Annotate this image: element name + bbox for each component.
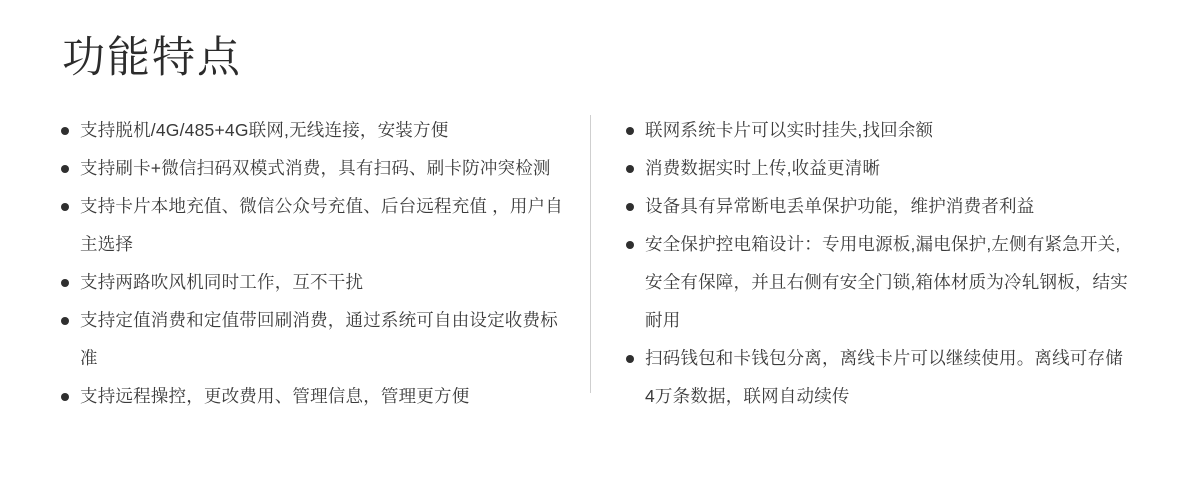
list-item [625, 111, 1131, 149]
list-item [60, 377, 564, 415]
feature-columns [60, 111, 1140, 415]
feature-text: 支持脱机/4G/485+4G联网,无线连接，安装方便 [80, 120, 449, 141]
feature-text: 设备具有异常断电丢单保护功能，维护消费者利益 [645, 196, 1035, 217]
list-item [625, 339, 1131, 415]
list-item [625, 187, 1131, 225]
feature-text: 支持远程操控，更改费用、管理信息，管理更方便 [80, 386, 470, 407]
list-item [60, 187, 564, 263]
feature-text: 联网系统卡片可以实时挂失,找回余额 [645, 120, 934, 141]
list-item [625, 225, 1131, 339]
list-item [60, 149, 564, 187]
feature-text: 消费数据实时上传,收益更清晰 [645, 158, 881, 179]
right-feature-list [625, 111, 1131, 415]
list-item [60, 263, 564, 301]
page-title: 功能特点 [62, 34, 242, 82]
left-feature-list [60, 111, 564, 415]
left-feature-column [60, 111, 590, 415]
feature-text: 支持刷卡+微信扫码双模式消费，具有扫码、刷卡防冲突检测 [80, 158, 551, 179]
feature-text: 扫码钱包和卡钱包分离，离线卡片可以继续使用。离线可存储4万条数据，联网自动续传 [645, 348, 1123, 407]
feature-text: 支持两路吹风机同时工作，互不干扰 [80, 272, 364, 293]
feature-text: 支持定值消费和定值带回刷消费，通过系统可自由设定收费标准 [80, 310, 558, 369]
list-item [625, 149, 1131, 187]
list-item [60, 111, 564, 149]
list-item [60, 301, 564, 377]
right-feature-column [591, 111, 1131, 415]
feature-text: 安全保护控电箱设计：专用电源板,漏电保护,左侧有紧急开关,安全有保障，并且右侧有安全门锁,箱体材质为冷轧钢板，结实耐用 [645, 234, 1128, 331]
feature-text: 支持卡片本地充值、微信公众号充值、后台远程充值 ，用户自主选择 [80, 196, 563, 255]
